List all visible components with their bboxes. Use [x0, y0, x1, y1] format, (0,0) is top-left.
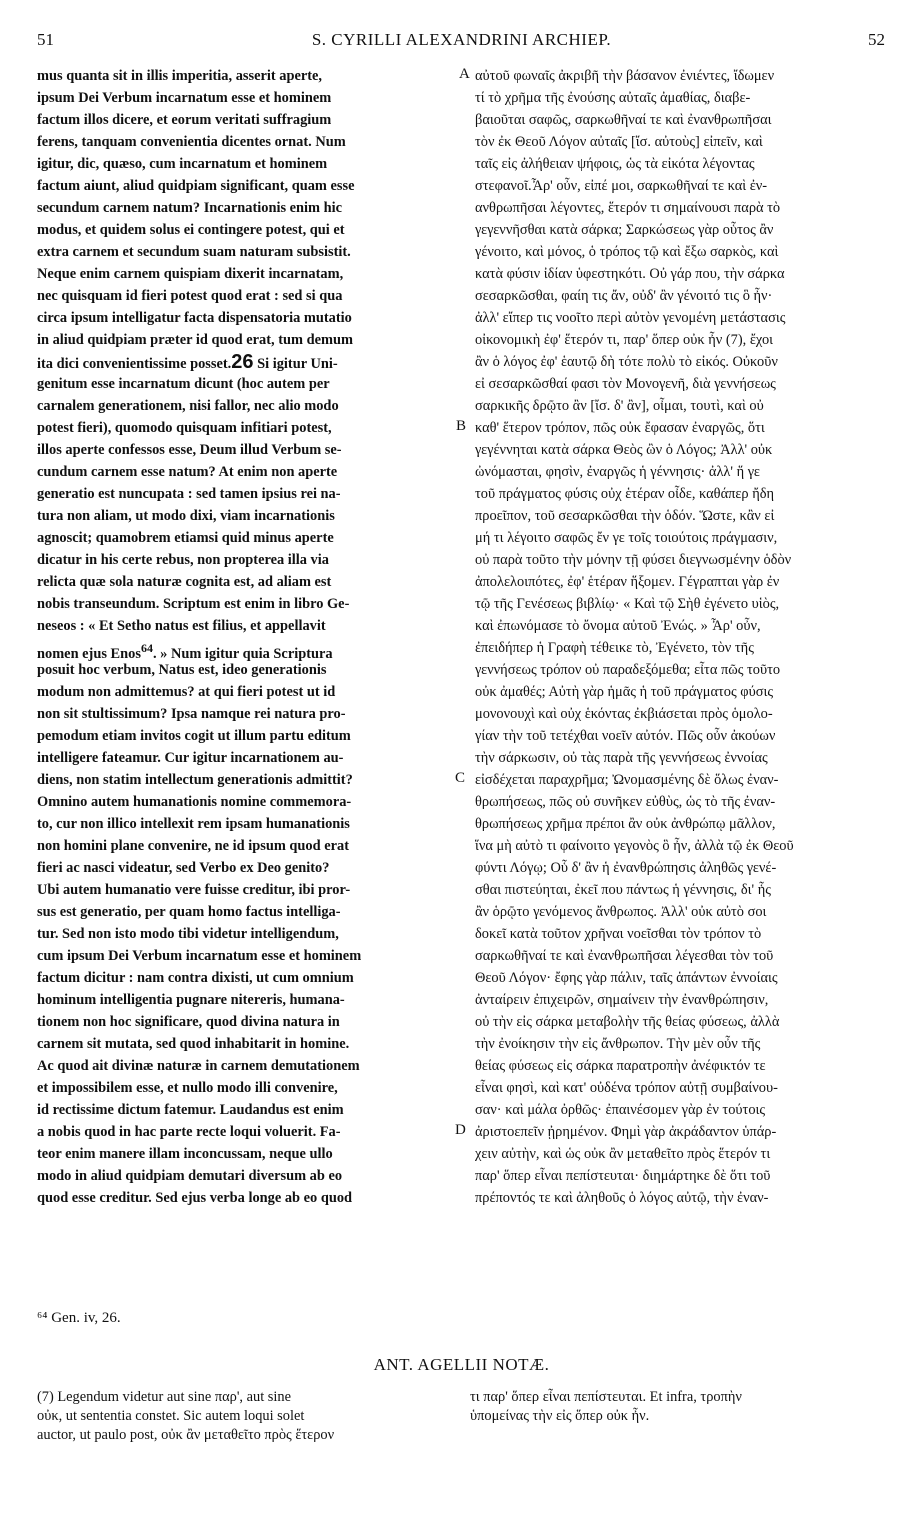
greek-line	[475, 1143, 890, 1165]
latin-line-text: modum non admittemus? at qui fieri potest ut id	[37, 684, 336, 700]
greek-line	[475, 351, 890, 373]
greek-line	[475, 505, 890, 527]
greek-line	[475, 549, 890, 571]
latin-line	[37, 373, 455, 395]
greek-line	[475, 1033, 890, 1055]
greek-line-text: γίαν τὴν τοῦ τετέχθαι νοεῖν αὐτόν. Πῶς οὖν ἀκούων	[475, 728, 776, 744]
latin-line	[37, 109, 455, 131]
greek-line-text: ἵνα μὴ αὐτὸ τι φαίνοιτο γεγονὸς ὃ ἦν, ἀλλὰ τῷ ἐκ Θεοῦ	[475, 838, 794, 854]
greek-line-text: θείας φύσεως εἰς σάρκα παρατροπὴν ἀνέφικτόν τε	[475, 1058, 766, 1074]
greek-line-text: γένοιτο, καὶ μόνος, ὁ τρόπος τῷ καὶ ἔξω σαρκὸς, καὶ	[475, 244, 779, 260]
latin-line-text: diens, non statim intellectum generationis admittit?	[37, 772, 353, 788]
greek-line	[475, 703, 890, 725]
latin-line	[37, 1121, 455, 1143]
note-left-line-text: auctor, ut paulo post, οὐκ ἂν μεταθεῖτο πρὸς ἕτερον	[37, 1427, 335, 1443]
greek-line-text: προεῖπον, τοῦ σεσαρκῶσθαι τὴν ὁδόν. Ὥστε, κἂν εἰ	[475, 508, 775, 524]
greek-line-text: τοῦ πράγματος φύσις οὐχ ἑτέραν οἶδε, καθάπερ ἤδη	[475, 486, 775, 502]
greek-line-text: ἂν ὁρῷτο γενόμενος ἄνθρωπος. Ἀλλ' οὐκ αὐτὸ σοι	[475, 904, 767, 920]
latin-line-text: factum aiunt, aliud quidpiam significant, quam esse	[37, 178, 355, 194]
greek-line	[475, 593, 890, 615]
latin-line	[37, 395, 455, 417]
latin-line-text: cundum carnem esse natum? At enim non aperte	[37, 464, 338, 480]
latin-line	[37, 461, 455, 483]
latin-line-text: tionem non hoc significare, quod divina natura in	[37, 1014, 340, 1030]
latin-line	[37, 307, 455, 329]
latin-line	[37, 637, 455, 662]
latin-line-text: tur. Sed non isto modo tibi videtur intelligendum,	[37, 926, 339, 942]
greek-line	[475, 1055, 890, 1077]
greek-line-text: γεγεννῆσθαι κατὰ σάρκα; Σαρκώσεως γὰρ οὗτος ἂν	[475, 222, 774, 238]
latin-line-text: in aliud quidpiam præter id quod erat, tum demum	[37, 332, 353, 348]
greek-line-text: πρέποντός τε καὶ ἀληθοῦς ὁ λόγος αὐτῷ, τὴν ἐναν-	[475, 1190, 769, 1206]
latin-inline-tail-2: . » Num igitur quia Scriptura	[152, 645, 333, 662]
greek-line-text: ανθρωπῆσαι λέγοντες, ἕτερόν τι σημαίνουσι παρὰ τὸ	[475, 200, 781, 216]
greek-line-text: σεσαρκῶσθαι, φαίη τις ἄν, οὐδ' ἂν γένοιτό τις ὃ ἦν·	[475, 288, 773, 304]
running-header	[0, 30, 923, 54]
latin-line-text: nec quisquam id fieri potest quod erat : sed si qua	[37, 288, 343, 304]
greek-line-text: χειν αὐτὴν, καὶ ὡς οὐκ ἂν μεταθεῖτο πρὸς ἕτερόν τι	[475, 1146, 771, 1162]
greek-line	[475, 65, 890, 87]
greek-line	[475, 307, 890, 329]
greek-line-text: καὶ ἐπωνόμασε τὸ ὄνομα αὐτοῦ Ἐνώς. » Ἆρ' οὖν,	[475, 618, 761, 634]
latin-line	[37, 769, 455, 791]
notes-title: ANT. AGELLII NOTÆ.	[373, 1355, 550, 1374]
greek-line-text: οὐκ ἀμαθές; Αὐτὴ γὰρ ἡμᾶς ἡ τοῦ πράγματος φύσις	[475, 684, 774, 700]
note-right-line	[470, 1407, 890, 1426]
latin-line-text: circa ipsum intelligatur facta dispensatoria mutatio	[37, 310, 352, 326]
greek-line	[475, 87, 890, 109]
note-right-line-text: ὑπομείνας τὴν εἰς ὅπερ οὐκ ἦν.	[470, 1408, 650, 1424]
greek-line	[475, 483, 890, 505]
greek-line	[475, 769, 890, 791]
latin-line-text: sus est generatio, per quam homo factus intelliga-	[37, 904, 341, 920]
greek-line	[475, 439, 890, 461]
margin-marker-b: B	[456, 418, 467, 434]
latin-line	[37, 945, 455, 967]
latin-line-text: quod esse creditur. Sed ejus verba longe ab eo quod	[37, 1190, 353, 1206]
greek-line-text: γεννήσεως τρόπον οὐ παραδεξόμεθα; εἶτα πῶς τοῦτο	[475, 662, 781, 678]
latin-line	[37, 571, 455, 593]
latin-line-text: relicta quæ sola naturæ cognita est, ad aliam est	[37, 574, 332, 590]
greek-line	[475, 813, 890, 835]
latin-line	[37, 747, 455, 769]
margin-marker-d: D	[455, 1122, 466, 1138]
greek-line	[475, 725, 890, 747]
latin-line-text: factum illos dicere, et eorum veritati suffragium	[37, 112, 332, 128]
latin-line-text: igitur, dic, quæso, cum incarnatum et hominem	[37, 156, 328, 172]
greek-line	[475, 1099, 890, 1121]
latin-line	[37, 725, 455, 747]
latin-line	[37, 241, 455, 263]
note-left-line-text: (7) Legendum videtur aut sine παρ', aut sine	[37, 1389, 291, 1405]
latin-line-text: non homini plane convenire, ne id ipsum quod erat	[37, 838, 349, 854]
greek-line-text: οἰκονομικὴ ἐφ' ἕτερόν τι, παρ' ὅπερ οὐκ ἦν (7), ἔχοι	[475, 332, 774, 348]
latin-line	[37, 219, 455, 241]
greek-line-text: σαρκικῆς δρῷτο ἂν [ἴσ. δ' ἂν], οἶμαι, τουτὶ, καὶ οὐ	[475, 398, 764, 414]
latin-line-text: Omnino autem humanationis nomine commemora-	[37, 794, 352, 810]
greek-line-text: παρ' ὅπερ εἶναι πεπίστευται· διημάρτηκε δὲ ὅτι τοῦ	[475, 1168, 771, 1184]
greek-line-text: ἐπειδήπερ ἡ Γραφὴ τέθεικε τὸ, Ἐγένετο, τὸν τῆς	[475, 640, 754, 656]
greek-line-text: δοκεῖ κατὰ τοῦτον χρῆναι νοεῖσθαι τὸν τρόπον τὸ	[475, 926, 762, 942]
greek-line-text: τῷ τῆς Γενέσεως βιβλίῳ· « Καὶ τῷ Σὴθ ἐγένετο υἱὸς,	[475, 596, 780, 612]
latin-line-text: teor enim manere illam inconcussam, neque ullo	[37, 1146, 333, 1162]
latin-line-text: dicatur in his certe rebus, non propterea illa via	[37, 552, 329, 568]
greek-column	[475, 65, 890, 1209]
latin-line-text: Neque enim carnem quispiam dixerit incarnatam,	[37, 266, 344, 282]
greek-line-text: μή τι λέγοιτο σαφῶς ἔν γε τοῖς τοιούτοις πράγμασιν,	[475, 530, 778, 546]
greek-line	[475, 1121, 890, 1143]
latin-line-text: ferens, tanquam convenientia dicentes ornat. Num	[37, 134, 346, 150]
greek-line-text: ἂν ὁ λόγος ἐφ' ἑαυτῷ δὴ τότε πολὺ τὸ εἰκός. Οὐκοῦν	[475, 354, 778, 370]
latin-line-text: nobis transeundum. Scriptum est enim in libro Ge-	[37, 596, 350, 612]
greek-line	[475, 219, 890, 241]
greek-line-text: εἶναι φησὶ, καὶ κατ' οὐδένα τρόπον αὐτῇ συμβαίνου-	[475, 1080, 778, 1096]
notes-left-column	[37, 1388, 462, 1445]
greek-line-text: τὸν ἐκ Θεοῦ Λόγον αὐταῖς [ἴσ. αὐτοὺς] εἰπεῖν, καὶ	[475, 134, 763, 150]
greek-line	[475, 329, 890, 351]
greek-line-text: τὴν σάρκωσιν, οὐ τὰς παρὰ τῆς γεννήσεως ἐννοίας	[475, 750, 768, 766]
latin-line-text: ita dici convenientissime posset.	[37, 356, 232, 372]
latin-line	[37, 923, 455, 945]
note-left-line	[37, 1407, 462, 1426]
greek-line	[475, 659, 890, 681]
latin-line	[37, 791, 455, 813]
latin-line	[37, 1187, 455, 1209]
greek-line	[475, 835, 890, 857]
latin-line	[37, 87, 455, 109]
latin-line-text: tura non aliam, ut modo dixi, viam incarnationis	[37, 508, 335, 524]
greek-line	[475, 967, 890, 989]
latin-line-text: agnoscit; quamobrem etiamsi quid minus aperte	[37, 530, 334, 546]
greek-line-text: τί τὸ χρῆμα τῆς ἐνούσης αὐταῖς ἀμαθίας, διαβε-	[475, 90, 751, 106]
greek-line	[475, 637, 890, 659]
greek-line-text: ἀλλ' εἴπερ τις νοοῖτο περὶ αὐτὸν γενομένη μετάστασις	[475, 310, 786, 326]
greek-line	[475, 857, 890, 879]
margin-marker-c: C	[455, 770, 466, 786]
greek-line-text: οὐ τὴν εἰς σάρκα μεταβολὴν τῆς θείας φύσεως, ἀλλὰ	[475, 1014, 780, 1030]
greek-line-text: ἀπολελοιπότες, ἐφ' ἑτέραν ἥξομεν. Γέγραπται γὰρ ἐν	[475, 574, 780, 590]
latin-line	[37, 527, 455, 549]
latin-line	[37, 681, 455, 703]
latin-line	[37, 989, 455, 1011]
greek-line	[475, 1011, 890, 1033]
latin-line-text: id rectissime dictum fatemur. Laudandus est enim	[37, 1102, 344, 1118]
greek-line	[475, 923, 890, 945]
latin-line	[37, 197, 455, 219]
page-number-right: 52	[868, 30, 885, 49]
latin-line-text: hominum intelligentia pugnare nitereris, humana-	[37, 992, 345, 1008]
latin-line-text: Ubi autem humanatio vere fuisse creditur, ibi pror-	[37, 882, 351, 898]
greek-line-text: εἰσδέχεται παραχρῆμα; Ὠνομασμένης δὲ ὅλως ἐναν-	[475, 772, 779, 788]
latin-line	[37, 329, 455, 351]
greek-line	[475, 1077, 890, 1099]
footnote: ⁶⁴ Gen. iv, 26.	[37, 1310, 121, 1326]
greek-line	[475, 945, 890, 967]
latin-line	[37, 417, 455, 439]
greek-line	[475, 241, 890, 263]
section-number-26: 26	[231, 351, 254, 373]
greek-line-text: καθ' ἕτερον τρόπον, πῶς οὐκ ἔφασαν ἐναργῶς, ὅτι	[475, 420, 765, 436]
latin-line	[37, 65, 455, 87]
greek-line-text: φύντι Λόγῳ; Οὗ δ' ἂν ἡ ἐνανθρώπησις ἀληθῶς γενέ-	[475, 860, 777, 876]
latin-line	[37, 879, 455, 901]
greek-line-text: κατὰ φύσιν ἰδίαν ὑφεστηκότι. Οὐ γάρ που, τὴν σάρκα	[475, 266, 785, 282]
greek-line-text: ἀριστοεπεῖν ᾐρημένον. Φημὶ γὰρ ἀκράδαντον ὑπάρ-	[475, 1124, 777, 1140]
latin-line	[37, 153, 455, 175]
latin-line	[37, 549, 455, 571]
latin-line-text: posuit hoc verbum, Natus est, ideo generationis	[37, 662, 327, 678]
greek-line	[475, 131, 890, 153]
greek-line	[475, 1165, 890, 1187]
greek-line-text: ὠνόμασται, φησὶν, ἐναργῶς ἡ γέννησις· ἀλλ' ἥ γε	[475, 464, 760, 480]
latin-column	[37, 65, 455, 1209]
greek-line	[475, 373, 890, 395]
latin-line	[37, 593, 455, 615]
latin-line	[37, 857, 455, 879]
greek-line	[475, 395, 890, 417]
greek-line	[475, 527, 890, 549]
margin-marker-a: A	[459, 66, 470, 82]
latin-line-text: mus quanta sit in illis imperitia, asserit aperte,	[37, 68, 323, 84]
greek-line-text: σθαι πιστεύηται, ἐκεῖ που πάντως ἡ γέννησις, δι' ἧς	[475, 882, 771, 898]
greek-line	[475, 989, 890, 1011]
greek-line	[475, 197, 890, 219]
greek-line	[475, 285, 890, 307]
latin-line-text: modus, et quidem solus ei contingere potest, qui et	[37, 222, 345, 238]
latin-line	[37, 901, 455, 923]
latin-line-text: neseos : « Et Setho natus est filius, et appellavit	[37, 618, 326, 634]
latin-line-text: intelligere fateamur. Cur igitur incarnationem au-	[37, 750, 344, 766]
page-number-left: 51	[37, 30, 54, 49]
latin-line	[37, 967, 455, 989]
greek-line	[475, 109, 890, 131]
latin-line-text: Ac quod ait divinæ naturæ in carnem demutationem	[37, 1058, 360, 1074]
latin-line	[37, 1055, 455, 1077]
latin-line-text: pemodum etiam invitos cogit ut illum partu editum	[37, 728, 351, 744]
greek-line	[475, 747, 890, 769]
latin-line	[37, 1077, 455, 1099]
latin-line-text: modo in aliud quidpiam demutari diversum ab eo	[37, 1168, 343, 1184]
latin-line	[37, 483, 455, 505]
latin-line-text: ipsum Dei Verbum incarnatum esse et hominem	[37, 90, 332, 106]
note-left-line	[37, 1426, 462, 1445]
latin-line-text: extra carnem et secundum suam naturam subsistit.	[37, 244, 351, 260]
greek-line-text: θρωπήσεως χρῆμα πρέποι ἂν οὐκ ἀνθρώπῳ μᾶλλον,	[475, 816, 776, 832]
greek-line-text: μονονουχὶ καὶ οὐχ ἑκόντας ἐκβιάσεται πρὸς ὁμολο-	[475, 706, 773, 722]
latin-line-text: et impossibilem esse, et nullo modo illi convenire,	[37, 1080, 338, 1096]
latin-line	[37, 505, 455, 527]
greek-line	[475, 1187, 890, 1209]
greek-line-text: τὴν ἐνοίκησιν τὴν εἰς ἄνθρωπον. Τὴν μὲν οὖν τῆς	[475, 1036, 761, 1052]
greek-line-text: ταῖς εἰς ἀλήθειαν ψήφοις, ὡς τὰ εἰκότα λέγοντας	[475, 156, 755, 172]
latin-line	[37, 1011, 455, 1033]
latin-line	[37, 1099, 455, 1121]
latin-line	[37, 1143, 455, 1165]
greek-line-text: σαρκωθῆναί τε καὶ ἐνανθρωπῆσαι λέγεσθαι τὸν τοῦ	[475, 948, 774, 964]
latin-line-text: nomen ejus Enos	[37, 645, 141, 662]
latin-line	[37, 285, 455, 307]
greek-line	[475, 175, 890, 197]
latin-line	[37, 439, 455, 461]
latin-line-text: to, cur non illico intellexit rem ipsam humanationis	[37, 816, 350, 832]
greek-line-text: Θεοῦ Λόγον· ἔφης γὰρ πάλιν, ταῖς ἁπάντων ἐννοίαις	[475, 970, 778, 986]
latin-line	[37, 351, 455, 373]
greek-line	[475, 417, 890, 439]
greek-line-text: αὐτοῦ φωναῖς ἀκριβῆ τὴν βάσανον ἐνιέντες, ἴδωμεν	[475, 68, 775, 84]
latin-line-text: generatio est nuncupata : sed tamen ipsius rei na-	[37, 486, 341, 502]
greek-line-text: οὐ παρὰ τοῦτο τὴν μόνην τῇ φύσει διεγνωσμένην ὁδὸν	[475, 552, 792, 568]
latin-line	[37, 615, 455, 637]
latin-line-text: carnalem generationem, nisi fallor, nec alio modo	[37, 398, 339, 414]
footnote-ref: 64	[140, 641, 153, 655]
greek-line-text: ἀνταίρειν ἐπιχειρῶν, σημαίνειν τὴν ἐνανθρώπησιν,	[475, 992, 769, 1008]
note-right-line	[470, 1388, 890, 1407]
greek-line	[475, 615, 890, 637]
latin-line-text: potest fieri), quomodo quisquam infitiari potest,	[37, 420, 332, 436]
greek-line	[475, 681, 890, 703]
greek-line-text: γεγέννηται κατὰ σάρκα Θεὸς ὢν ὁ Λόγος; Ἀλλ' οὐκ	[475, 442, 773, 458]
latin-line-text: a nobis quod in hac parte recte loqui voluerit. Fa-	[37, 1124, 341, 1140]
latin-line-text: illos aperte confessos esse, Deum illud Verbum se-	[37, 442, 342, 458]
latin-line	[37, 131, 455, 153]
latin-line	[37, 263, 455, 285]
latin-line	[37, 175, 455, 197]
notes-right-column	[470, 1388, 890, 1426]
latin-line	[37, 703, 455, 725]
greek-line	[475, 461, 890, 483]
note-right-line-text: τι παρ' ὅπερ εἶναι πεπίστευται. Et infra, τροπὴν	[470, 1389, 742, 1405]
greek-line	[475, 791, 890, 813]
latin-line-text: genitum esse incarnatum dicunt (hoc autem per	[37, 376, 330, 392]
note-left-line	[37, 1388, 462, 1407]
running-title: S. CYRILLI ALEXANDRINI ARCHIEP.	[311, 30, 612, 49]
greek-line-text: θρωπήσεως, πῶς οὐ συνῆκεν εὐθὺς, ὡς τὸ τῆς ἐναν-	[475, 794, 776, 810]
greek-line-text: εἰ σεσαρκῶσθαί φασι τὸν Μονογενῆ, διὰ γεννήσεως	[475, 376, 776, 392]
latin-line	[37, 1165, 455, 1187]
latin-line-text: factum dicitur : nam contra dixisti, ut cum omnium	[37, 970, 354, 986]
greek-line-text: βαιοῦται σαφῶς, σαρκωθῆναί τε καὶ ἐνανθρωπῆσαι	[475, 112, 772, 128]
latin-line	[37, 1033, 455, 1055]
greek-line	[475, 571, 890, 593]
latin-line-text: carnem sit mutata, sed quod inhabitarit in homine.	[37, 1036, 350, 1052]
greek-line	[475, 901, 890, 923]
greek-line-text: σαν· καὶ μάλα ὀρθῶς· ἐπαινέσομεν γὰρ ἐν τούτοις	[475, 1102, 766, 1118]
latin-line-text: cum ipsum Dei Verbum incarnatum esse et hominem	[37, 948, 362, 964]
latin-line-text: non sit stultissimum? Ipsa namque rei natura pro-	[37, 706, 346, 722]
greek-line	[475, 153, 890, 175]
latin-line-text: secundum carnem natum? Incarnationis enim hic	[37, 200, 343, 216]
greek-line	[475, 263, 890, 285]
note-left-line-text: οὐκ, ut sententia constet. Sic autem loqui solet	[37, 1408, 305, 1424]
latin-line	[37, 835, 455, 857]
latin-inline-tail: Si igitur Uni-	[253, 356, 338, 372]
greek-line-text: στεφανοῖ.Ἆρ' οὖν, εἰπέ μοι, σαρκωθῆναί τε καὶ ἐν-	[475, 178, 768, 194]
latin-line	[37, 813, 455, 835]
greek-line	[475, 879, 890, 901]
latin-line	[37, 659, 455, 681]
latin-line-text: fieri ac nasci videatur, sed Verbo ex Deo genito?	[37, 860, 330, 876]
